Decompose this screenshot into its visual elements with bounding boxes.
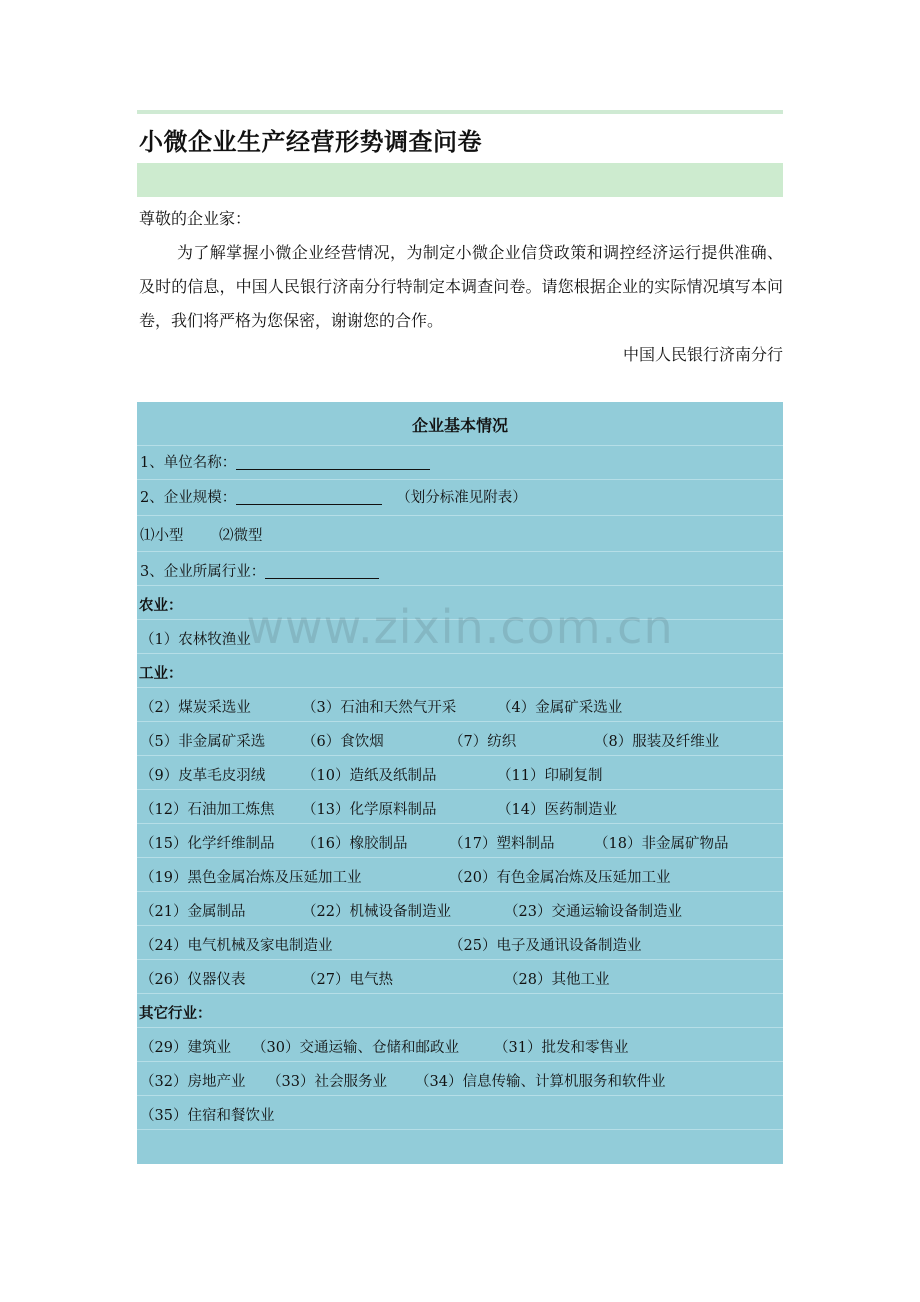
industry-option[interactable]: （23）交通运输设备制造业 <box>504 904 682 920</box>
letter-signature: 中国人民银行济南分行 <box>622 345 783 364</box>
industry-option[interactable]: （29）建筑业 <box>140 1040 231 1056</box>
q1-text: 1、单位名称： <box>140 455 237 471</box>
q2-text: 2、企业规模： <box>140 490 237 506</box>
industry-option[interactable]: （5）非金属矿采选 <box>140 734 266 750</box>
q1-label <box>140 446 430 480</box>
survey-table <box>137 402 783 1164</box>
industry-option[interactable]: （21）金属制品 <box>140 904 246 920</box>
title-band <box>137 163 783 197</box>
industry-option[interactable]: （31）批发和零售业 <box>494 1040 629 1056</box>
letter-greeting: 尊敬的企业家： <box>139 209 252 228</box>
category-agriculture: 农业： <box>139 598 183 614</box>
industry-row-6 <box>137 824 783 858</box>
industry-row-1 <box>137 620 783 654</box>
enterprise-size-field[interactable] <box>236 488 382 505</box>
unit-name-field[interactable] <box>236 453 430 470</box>
industry-row-8 <box>137 892 783 926</box>
industry-row-5 <box>137 790 783 824</box>
size-option-micro[interactable]: ⑵微型 <box>219 528 263 544</box>
industry-option[interactable]: （8）服装及纤维业 <box>594 734 720 750</box>
q3-row <box>137 552 783 586</box>
industry-option[interactable]: （17）塑料制品 <box>449 836 555 852</box>
industry-option[interactable]: （30）交通运输、仓储和邮政业 <box>252 1040 459 1056</box>
industry-option[interactable]: （15）化学纤维制品 <box>140 836 275 852</box>
q1-row <box>137 446 783 480</box>
q2-note: （划分标准见附表） <box>396 490 527 506</box>
category-row-other <box>137 994 783 1028</box>
industry-option[interactable]: （10）造纸及纸制品 <box>302 768 437 784</box>
q2-row <box>137 480 783 516</box>
industry-option[interactable]: （24）电气机械及家电制造业 <box>140 938 333 954</box>
industry-option[interactable]: （2）煤炭采选业 <box>140 700 251 716</box>
page-title: 小微企业生产经营形势调查问卷 <box>139 128 482 156</box>
industry-option[interactable]: （12）石油加工炼焦 <box>140 802 275 818</box>
industry-option[interactable]: （6）食饮烟 <box>302 734 384 750</box>
size-option-small[interactable]: ⑴小型 <box>140 528 184 544</box>
industry-option[interactable]: （26）仪器仪表 <box>140 972 246 988</box>
industry-option[interactable]: （27）电气热 <box>302 972 393 988</box>
industry-row-4 <box>137 756 783 790</box>
industry-option[interactable]: （28）其他工业 <box>504 972 610 988</box>
industry-option[interactable]: （22）机械设备制造业 <box>302 904 451 920</box>
industry-row-7 <box>137 858 783 892</box>
q3-text: 3、企业所属行业： <box>140 564 266 580</box>
industry-row-9 <box>137 926 783 960</box>
category-other: 其它行业： <box>139 1006 212 1022</box>
industry-option[interactable]: （25）电子及通讯设备制造业 <box>449 938 642 954</box>
industry-row-13 <box>137 1096 783 1130</box>
industry-option[interactable]: （34）信息传输、计算机服务和软件业 <box>415 1074 666 1090</box>
industry-option[interactable]: （9）皮革毛皮羽绒 <box>140 768 266 784</box>
industry-option[interactable]: （20）有色金属冶炼及压延加工业 <box>449 870 671 886</box>
category-row-agriculture <box>137 586 783 620</box>
watermark-text: www.zixin.com.cn <box>246 600 674 654</box>
table-heading: 企业基本情况 <box>411 416 508 435</box>
industry-option[interactable]: （35）住宿和餐饮业 <box>140 1108 275 1124</box>
size-options-row <box>137 516 783 552</box>
industry-option[interactable]: （32）房地产业 <box>140 1074 246 1090</box>
industry-option[interactable]: （11）印刷复制 <box>497 768 603 784</box>
industry-option[interactable]: （33）社会服务业 <box>267 1074 387 1090</box>
letter-body: 为了解掌握小微企业经营情况，为制定小微企业信贷政策和调控经济运行提供准确、及时的信息，中国人民银行济南分行特制定本调查问卷。请您根据企业的实际情况填写本问卷，我们将严格为您保密，谢谢您的合作。 <box>139 243 783 330</box>
industry-option[interactable]: （18）非金属矿物品 <box>594 836 729 852</box>
industry-option[interactable]: （4）金属矿采选业 <box>497 700 623 716</box>
industry-option[interactable]: （16）橡胶制品 <box>302 836 408 852</box>
industry-option[interactable]: （14）医药制造业 <box>497 802 617 818</box>
industry-option[interactable]: （3）石油和天然气开采 <box>302 700 457 716</box>
industry-row-12 <box>137 1062 783 1096</box>
industry-field[interactable] <box>265 562 379 579</box>
industry-row-2 <box>137 688 783 722</box>
category-row-industry <box>137 654 783 688</box>
category-industry: 工业： <box>139 666 183 682</box>
q2-label <box>140 480 527 516</box>
industry-option[interactable]: （13）化学原料制品 <box>302 802 437 818</box>
top-divider <box>137 110 783 114</box>
industry-option[interactable]: （19）黑色金属冶炼及压延加工业 <box>140 870 362 886</box>
table-heading-row <box>137 406 783 446</box>
industry-option[interactable]: （7）纺织 <box>449 734 517 750</box>
industry-row-3 <box>137 722 783 756</box>
industry-row-10 <box>137 960 783 994</box>
industry-row-11 <box>137 1028 783 1062</box>
industry-option[interactable]: （1）农林牧渔业 <box>140 632 251 648</box>
